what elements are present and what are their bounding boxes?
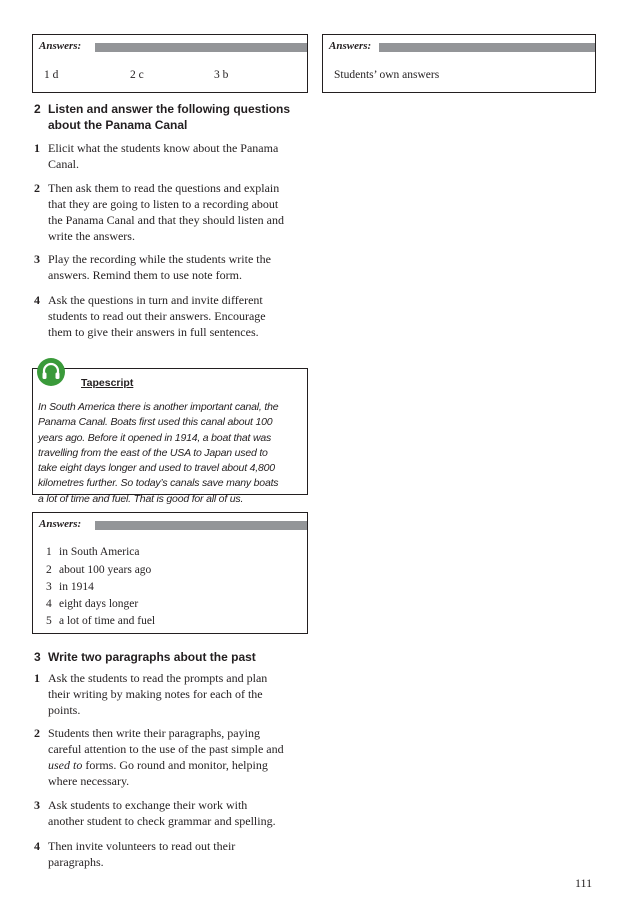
answer-num: 3 <box>46 581 52 593</box>
answers-box-3 <box>32 512 308 634</box>
step-line: them to give their answers in full sentences. <box>48 325 259 339</box>
answers-heading: Answers: <box>39 518 82 530</box>
answers-box-2 <box>322 34 596 93</box>
step-line: careful attention to the use of the past simple and <box>48 742 284 756</box>
step-line: that they are going to listen to a recording about <box>48 197 279 211</box>
answer-item <box>214 69 228 81</box>
answers-bar <box>379 43 595 52</box>
answer-num: 5 <box>46 615 52 627</box>
step-number: 4 <box>34 293 40 307</box>
step-line: their writing by making notes for each of the <box>48 687 263 701</box>
step-line: Ask the students to read the prompts and plan <box>48 671 268 685</box>
step-line: paragraphs. <box>48 855 104 869</box>
step-line: Then ask them to read the questions and explain <box>48 181 280 195</box>
answers-box-1 <box>32 34 308 93</box>
step-line: another student to check grammar and spelling. <box>48 814 276 828</box>
step-number: 2 <box>34 181 40 195</box>
answer-item <box>44 69 58 81</box>
answers-bar <box>95 43 307 52</box>
tapescript-line: take eight days longer and used to travel about 4,800 <box>38 462 275 475</box>
tapescript-text <box>38 400 306 507</box>
step-number: 4 <box>34 839 40 853</box>
step-line: Ask the questions in turn and invite different <box>48 293 263 307</box>
italic-term: used to <box>48 758 83 772</box>
answer-text: eight days longer <box>59 598 139 610</box>
tapescript-line: years ago. Before it opened in 1914, a boat that was <box>38 431 272 444</box>
answer-num: 1 <box>44 69 50 81</box>
tapescript-line: In South America there is another important canal, the <box>38 401 279 413</box>
headphones-icon <box>36 357 66 387</box>
answer-letter: b <box>222 69 229 81</box>
step-number: 3 <box>34 252 40 266</box>
step-line: students to read out their answers. Encourage <box>48 309 266 323</box>
tapescript-line: travelling from the east of the USA to Japan used to <box>38 446 268 459</box>
step-line: Elicit what the students know about the Panama <box>48 141 279 155</box>
section-title-line: about the Panama Canal <box>48 118 188 132</box>
answer-text: about 100 years ago <box>59 564 152 576</box>
answer-text: Students’ own answers <box>334 69 440 81</box>
answer-num: 2 <box>46 564 52 576</box>
answers-bar <box>95 521 307 530</box>
section-title-line: Write two paragraphs about the past <box>48 650 256 664</box>
step-line: answers. Remind them to use note form. <box>48 268 242 282</box>
answer-text: in South America <box>59 546 140 558</box>
answers-heading: Answers: <box>39 40 82 52</box>
step-number: 3 <box>34 798 40 812</box>
step-line: forms. Go round and monitor, helping <box>85 758 268 772</box>
answer-letter: c <box>138 69 144 81</box>
tapescript-line: Panama Canal. Boats first used this canal about 100 <box>38 416 273 429</box>
answer-text: a lot of time and fuel <box>59 615 156 627</box>
answers-heading: Answers: <box>329 40 372 52</box>
tapescript-line: a lot of time and fuel. That is good for all of us. <box>38 492 244 505</box>
step-line: the Panama Canal and that they should listen and <box>48 213 284 227</box>
step-line: write the answers. <box>48 229 135 243</box>
answer-letter: d <box>52 69 59 81</box>
answer-num: 2 <box>130 69 136 81</box>
section-number: 3 <box>34 650 41 664</box>
step-line: Then invite volunteers to read out their <box>48 839 236 853</box>
section-title-line: Listen and answer the following questions <box>48 102 291 116</box>
answer-text: in 1914 <box>59 581 94 593</box>
step-line: Students then write their paragraphs, paying <box>48 726 260 740</box>
tapescript-title: Tapescript <box>81 377 134 389</box>
step-number: 1 <box>34 671 40 685</box>
section-number: 2 <box>34 102 41 116</box>
step-line: where necessary. <box>48 774 130 788</box>
answer-num: 4 <box>46 598 52 610</box>
step-number: 1 <box>34 141 40 155</box>
tapescript-box <box>32 368 308 505</box>
page-number: 111 <box>575 876 593 890</box>
answer-num: 1 <box>46 546 52 558</box>
answer-item <box>130 69 144 81</box>
step-line: points. <box>48 703 81 717</box>
step-number: 2 <box>34 726 40 740</box>
answer-num: 3 <box>214 69 220 81</box>
step-line: Ask students to exchange their work with <box>48 798 248 812</box>
step-line: Canal. <box>48 157 79 171</box>
tapescript-line: kilometres further. So today’s canals save many boats <box>38 477 279 490</box>
step-line: Play the recording while the students write the <box>48 252 271 266</box>
